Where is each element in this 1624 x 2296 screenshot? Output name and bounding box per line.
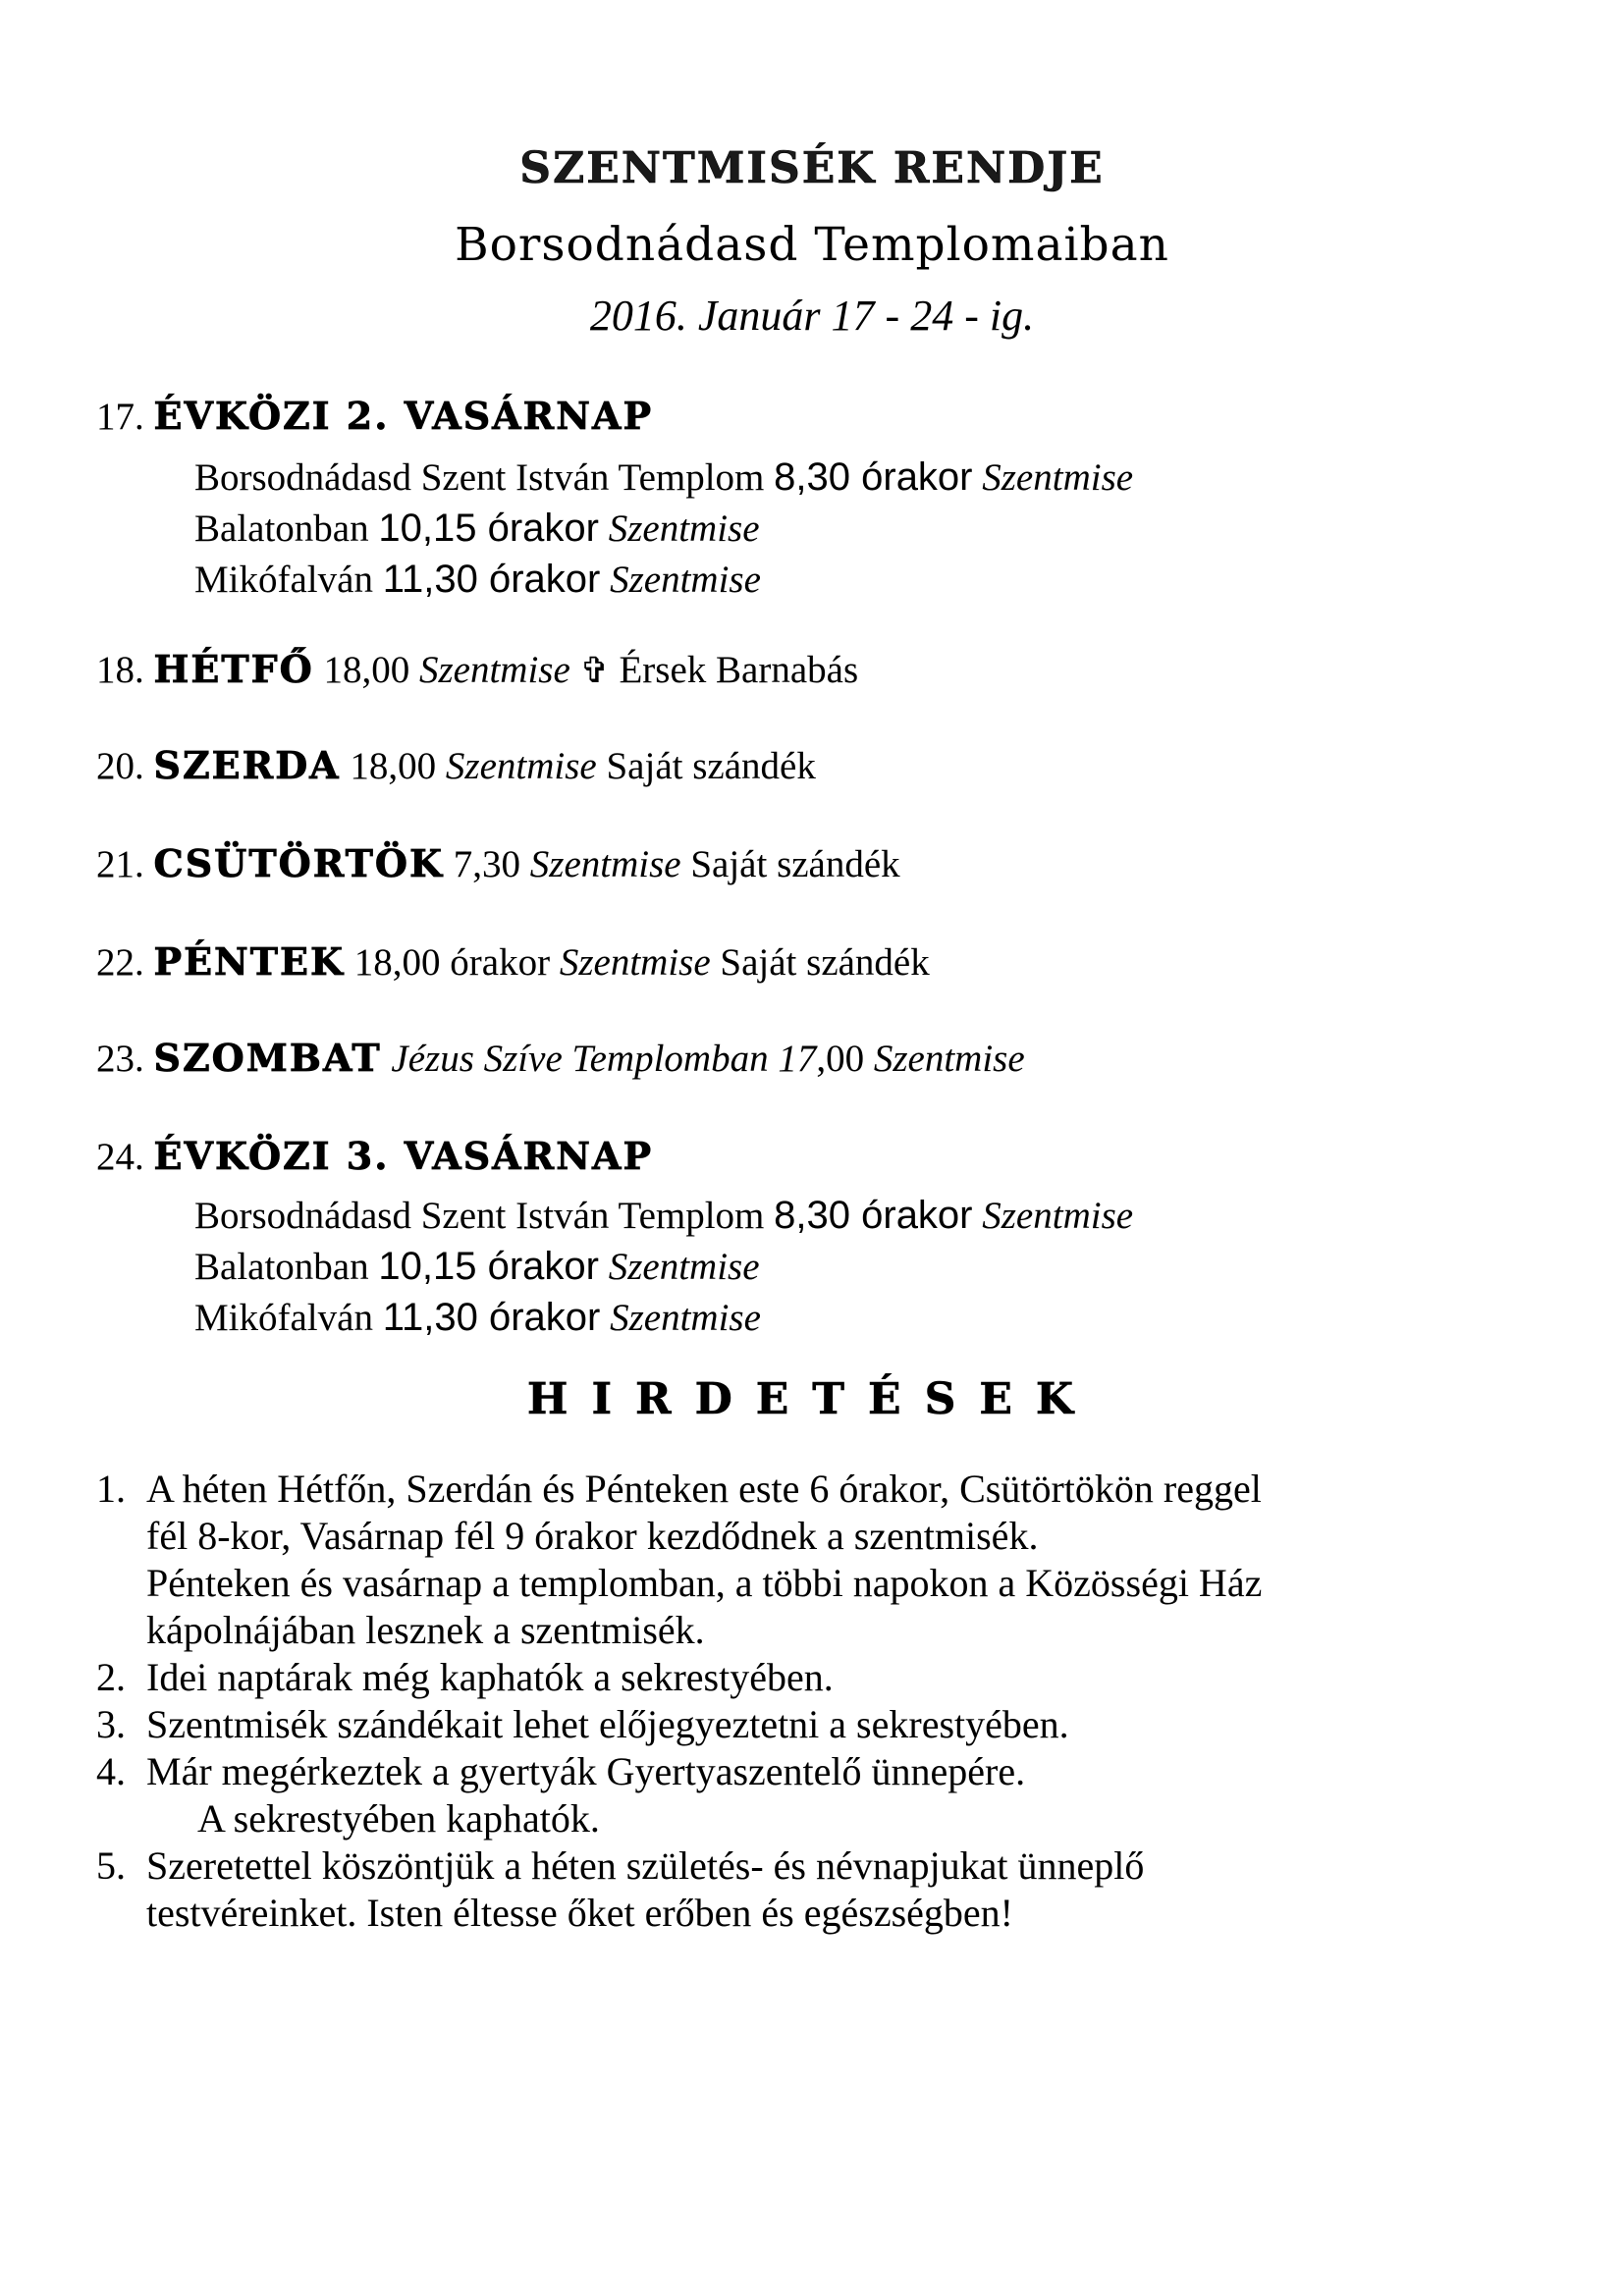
mass-intention: Saját szándék xyxy=(606,745,816,787)
mass-time: 18,00 xyxy=(350,745,437,787)
mass-place: Borsodnádasd Szent István Templom xyxy=(194,1195,765,1237)
mass-time: 11,30 órakor xyxy=(382,558,601,601)
mass-place: Balatonban xyxy=(194,507,369,550)
mass-entry xyxy=(194,454,1133,502)
day-name: SZERDA xyxy=(153,743,341,787)
day-number: 23. xyxy=(96,1038,144,1080)
mass-time: 18,00 xyxy=(323,649,410,691)
schedule-day-24 xyxy=(96,1133,653,1181)
item-number: 4. xyxy=(96,1749,126,1793)
item-subline: A sekrestyében kaphatók. xyxy=(197,1796,600,1841)
day-number: 24. xyxy=(96,1136,144,1178)
mass-place: Balatonban xyxy=(194,1246,369,1288)
mass-place: Jézus Szíve Templomban 17 xyxy=(391,1038,817,1080)
announcement-list xyxy=(96,1466,1569,1937)
item-line: Idei naptárak még kaphatók a sekrestyében. xyxy=(146,1655,834,1699)
day-name: HÉTFŐ xyxy=(153,647,314,691)
schedule-day-23 xyxy=(96,1035,1025,1083)
announcement-item xyxy=(96,1748,1569,1842)
mass-entry xyxy=(194,556,761,604)
item-line: Szentmisék szándékait lehet előjegyeztetni a sekrestyében. xyxy=(146,1702,1069,1746)
mass-time: 18,00 órakor xyxy=(353,941,551,984)
mass-time: 10,15 órakor xyxy=(378,507,599,550)
day-number: 20. xyxy=(96,745,144,787)
schedule-day-20 xyxy=(96,742,816,790)
item-number: 3. xyxy=(96,1702,126,1746)
mass-type: Szentmise xyxy=(529,843,681,885)
mass-time: 8,30 órakor xyxy=(774,1194,973,1237)
item-number: 2. xyxy=(96,1655,126,1699)
day-number: 22. xyxy=(96,941,144,984)
mass-place: Mikófalván xyxy=(194,1297,373,1339)
announcement-item xyxy=(96,1654,1569,1701)
mass-type: Szentmise xyxy=(418,649,570,691)
mass-entry xyxy=(194,1294,761,1342)
day-name: ÉVKÖZI 3. VASÁRNAP xyxy=(153,1134,654,1178)
mass-time: ,00 xyxy=(816,1038,865,1080)
mass-intention: Saját szándék xyxy=(720,941,930,984)
day-name: CSÜTÖRTÖK xyxy=(153,841,445,885)
announcement-item xyxy=(96,1701,1569,1748)
date-range: 2016. Január 17 - 24 - ig. xyxy=(589,292,1035,340)
day-number: 18. xyxy=(96,649,144,691)
item-line: Már megérkeztek a gyertyák Gyertyaszentelő ünnepére. xyxy=(146,1749,1026,1793)
mass-type: Szentmise xyxy=(608,1246,760,1288)
item-line: Pénteken és vasárnap a templomban, a többi napokon a Közösségi Ház xyxy=(146,1561,1263,1605)
mass-entry xyxy=(194,1192,1133,1240)
item-line: fél 8-kor, Vasárnap fél 9 órakor kezdődnek a szentmisék. xyxy=(146,1514,1039,1558)
mass-type: Szentmise xyxy=(982,1195,1134,1237)
day-name: PÉNTEK xyxy=(153,939,346,984)
mass-time: 8,30 órakor xyxy=(774,455,973,499)
day-number: 17. xyxy=(96,396,144,438)
day-name: ÉVKÖZI 2. VASÁRNAP xyxy=(153,394,654,438)
cross-icon: ✞ xyxy=(579,651,610,690)
mass-place: Mikófalván xyxy=(194,559,373,601)
announcement-item xyxy=(96,1466,1569,1654)
mass-time: 11,30 órakor xyxy=(382,1296,601,1339)
mass-intention: Saját szándék xyxy=(690,843,900,885)
item-line: kápolnájában lesznek a szentmisék. xyxy=(146,1608,705,1652)
page-title: SZENTMISÉK RENDJE xyxy=(519,143,1105,193)
mass-time: 7,30 xyxy=(453,843,521,885)
item-number: 5. xyxy=(96,1843,126,1888)
mass-intention: Érsek Barnabás xyxy=(619,649,859,691)
mass-time: 10,15 órakor xyxy=(378,1245,599,1288)
schedule-day-22 xyxy=(96,938,930,987)
day-number: 21. xyxy=(96,843,144,885)
announcements-title: HIRDETÉSEK xyxy=(526,1374,1098,1424)
mass-type: Szentmise xyxy=(610,559,761,601)
announcement-item xyxy=(96,1842,1569,1937)
item-line: testvéreinket. Isten éltesse őket erőben és egészségben! xyxy=(146,1891,1013,1935)
mass-type: Szentmise xyxy=(610,1297,761,1339)
schedule-day-17 xyxy=(96,393,653,441)
schedule-day-18 xyxy=(96,646,858,694)
mass-type: Szentmise xyxy=(982,456,1134,499)
mass-entry xyxy=(194,1243,760,1291)
mass-entry xyxy=(194,505,760,553)
page-subtitle: Borsodnádasd Templomaiban xyxy=(455,218,1169,272)
mass-type: Szentmise xyxy=(559,941,711,984)
schedule-day-21 xyxy=(96,840,900,888)
item-line: Szeretettel köszöntjük a héten születés- és névnapjukat ünneplő xyxy=(146,1843,1145,1888)
item-line: A héten Hétfőn, Szerdán és Pénteken este 6 órakor, Csütörtökön reggel xyxy=(146,1467,1262,1511)
item-number: 1. xyxy=(96,1467,126,1511)
day-name: SZOMBAT xyxy=(153,1036,382,1080)
mass-type: Szentmise xyxy=(873,1038,1025,1080)
mass-place: Borsodnádasd Szent István Templom xyxy=(194,456,765,499)
mass-type: Szentmise xyxy=(445,745,597,787)
mass-type: Szentmise xyxy=(608,507,760,550)
